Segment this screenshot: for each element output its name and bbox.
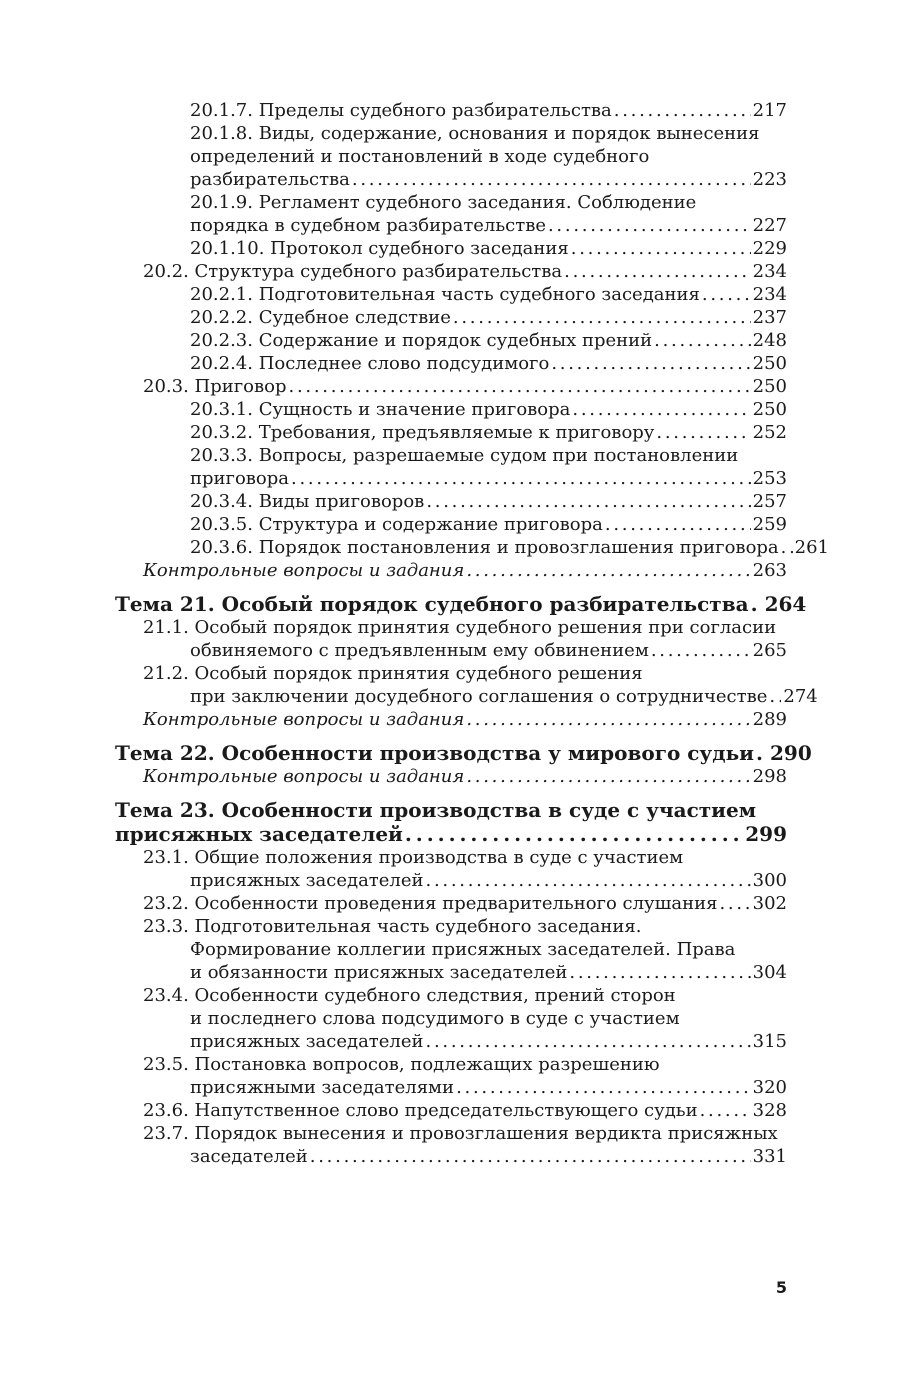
toc-entry-title: 20.3.5. Структура и содержание приговора bbox=[190, 514, 603, 535]
toc-page-number: 302 bbox=[752, 893, 787, 914]
toc-entry-title: 20.2.4. Последнее слово подсудимого bbox=[190, 353, 550, 374]
toc-page-number: 261 bbox=[794, 537, 830, 558]
toc-entry-23-5 bbox=[115, 1053, 787, 1099]
leader-dots bbox=[456, 1076, 751, 1099]
toc-entry-20-3 bbox=[115, 375, 787, 398]
toc-entry-title: 20.2.3. Содержание и порядок судебных прений bbox=[190, 330, 653, 351]
toc-entry-title: 20.3.3. Вопросы, разрешаемые судом при постановлении bbox=[190, 445, 739, 466]
toc-entry-title-cont: приговора bbox=[190, 468, 290, 489]
toc-entry-title-cont: обвиняемого с предъявленным ему обвинением bbox=[190, 640, 649, 661]
toc-entry-23-3 bbox=[115, 915, 787, 984]
toc-entry-title: 23.2. Особенности проведения предварительного слушания bbox=[143, 893, 718, 914]
leader-dots bbox=[551, 352, 750, 375]
toc-entry-title-cont: присяжных заседателей bbox=[190, 1031, 424, 1052]
toc-entry-title: 20.3. Приговор bbox=[143, 376, 287, 397]
toc-page-number: 234 bbox=[752, 261, 787, 282]
toc-page-number: 264 bbox=[764, 592, 807, 616]
toc-entry-title: Контрольные вопросы и задания bbox=[143, 709, 465, 730]
toc-entry-20-2-3 bbox=[115, 329, 787, 352]
toc-entry-23-2 bbox=[115, 892, 787, 915]
toc-page-number: 229 bbox=[752, 238, 787, 259]
toc-topic-22 bbox=[115, 741, 812, 765]
toc-page-number: 257 bbox=[752, 491, 787, 512]
toc-entry-20-2-2 bbox=[115, 306, 787, 329]
toc-entry-title-cont: присяжных заседателей bbox=[190, 870, 424, 891]
toc-page-number: 259 bbox=[752, 514, 787, 535]
toc-entry-20-3-6 bbox=[115, 536, 830, 559]
toc-entry-20-2-4 bbox=[115, 352, 787, 375]
toc-entry-title: 20.2.1. Подготовительная часть судебного заседания bbox=[190, 284, 700, 305]
toc-entry-title-cont: разбирательства bbox=[190, 169, 350, 190]
leader-dots bbox=[352, 168, 751, 191]
leader-dots bbox=[756, 741, 768, 765]
toc-page-number: 250 bbox=[752, 376, 787, 397]
toc-topic-23 bbox=[115, 798, 787, 846]
toc-page-number: 298 bbox=[752, 766, 787, 787]
toc-page-number: 217 bbox=[752, 100, 787, 121]
toc-topic-21 bbox=[115, 592, 807, 616]
toc-entry-20-3-5 bbox=[115, 513, 787, 536]
leader-dots bbox=[564, 260, 751, 283]
toc-page-number: 274 bbox=[783, 686, 818, 707]
toc-entry-21-1 bbox=[115, 616, 787, 662]
toc-entry-title: 20.3.6. Порядок постановления и провозглашения приговора bbox=[190, 537, 779, 558]
toc-entry-23-1 bbox=[115, 846, 787, 892]
toc-entry-20-3-2 bbox=[115, 421, 787, 444]
toc-page-number: 248 bbox=[752, 330, 787, 351]
toc-entry-20-2 bbox=[115, 260, 787, 283]
toc-entry-title: 20.1.10. Протокол судебного заседания bbox=[190, 238, 569, 259]
toc-page-number: 289 bbox=[752, 709, 787, 730]
toc-entry-20-1-9 bbox=[115, 191, 787, 237]
toc-entry-20-1-8 bbox=[115, 122, 787, 191]
toc-topic-title-cont: присяжных заседателей bbox=[115, 822, 403, 846]
toc-entry-title: 20.1.9. Регламент судебного заседания. Соблюдение bbox=[190, 192, 697, 213]
toc-entry-title: 20.3.2. Требования, предъявляемые к приговору bbox=[190, 422, 655, 443]
leader-dots bbox=[719, 892, 750, 915]
leader-dots bbox=[751, 592, 763, 616]
table-of-contents bbox=[115, 99, 830, 1168]
toc-entry-title: 21.2. Особый порядок принятия судебного решения bbox=[143, 663, 643, 684]
toc-entry-title-cont: при заключении досудебного соглашения о сотрудничестве bbox=[190, 686, 768, 707]
toc-page-number: 304 bbox=[752, 962, 787, 983]
toc-page-number: 290 bbox=[769, 741, 812, 765]
leader-dots bbox=[702, 283, 751, 306]
toc-page-number: 253 bbox=[752, 468, 787, 489]
toc-page-number: 250 bbox=[752, 399, 787, 420]
toc-entry-questions-20 bbox=[115, 559, 787, 582]
toc-page-number: 252 bbox=[752, 422, 787, 443]
toc-entry-title: 23.5. Постановка вопросов, подлежащих разрешению bbox=[143, 1054, 660, 1075]
toc-entry-title: 23.6. Напутственное слово председательствующего судьи bbox=[143, 1100, 698, 1121]
toc-page-number: 300 bbox=[752, 870, 787, 891]
toc-entry-questions-21 bbox=[115, 708, 787, 731]
toc-entry-title-cont: и обязанности присяжных заседателей bbox=[190, 962, 568, 983]
toc-entry-20-3-4 bbox=[115, 490, 787, 513]
toc-entry-title-cont: присяжными заседателями bbox=[190, 1077, 455, 1098]
toc-page-number: 250 bbox=[752, 353, 787, 374]
leader-dots bbox=[656, 421, 750, 444]
leader-dots bbox=[572, 398, 750, 421]
toc-entry-20-1-10 bbox=[115, 237, 787, 260]
toc-page-number: 315 bbox=[752, 1031, 787, 1052]
leader-dots bbox=[654, 329, 750, 352]
page-number: 5 bbox=[775, 1278, 787, 1297]
toc-entry-title-cont: заседателей bbox=[190, 1146, 308, 1167]
toc-entry-title: 20.3.1. Сущность и значение приговора bbox=[190, 399, 571, 420]
toc-entry-questions-22 bbox=[115, 765, 787, 788]
leader-dots bbox=[310, 1145, 751, 1168]
toc-entry-title: 23.1. Общие положения производства в суде с участием bbox=[143, 847, 684, 868]
leader-dots bbox=[426, 490, 750, 513]
toc-entry-title-cont: определений и постановлений в ходе судебного bbox=[190, 146, 650, 167]
toc-topic-title: Тема 21. Особый порядок судебного разбирательства bbox=[115, 592, 749, 616]
toc-page-number: 263 bbox=[752, 560, 787, 581]
toc-page-number: 331 bbox=[752, 1146, 787, 1167]
toc-page-number: 223 bbox=[752, 169, 787, 190]
toc-entry-23-6 bbox=[115, 1099, 787, 1122]
leader-dots bbox=[571, 237, 751, 260]
leader-dots bbox=[426, 869, 751, 892]
leader-dots bbox=[700, 1099, 751, 1122]
toc-entry-title: Контрольные вопросы и задания bbox=[143, 560, 465, 581]
toc-entry-title: 21.1. Особый порядок принятия судебного решения при согласии bbox=[143, 617, 777, 638]
toc-entry-title-cont: порядка в судебном разбирательстве bbox=[190, 215, 546, 236]
leader-dots bbox=[466, 765, 750, 788]
toc-entry-title: 20.1.7. Пределы судебного разбирательства bbox=[190, 100, 612, 121]
leader-dots bbox=[651, 639, 751, 662]
toc-entry-23-4 bbox=[115, 984, 787, 1053]
toc-entry-20-2-1 bbox=[115, 283, 787, 306]
toc-entry-title: 23.7. Порядок вынесения и провозглашения вердикта присяжных bbox=[143, 1123, 778, 1144]
toc-page-number: 265 bbox=[752, 640, 787, 661]
toc-entry-title: 20.3.4. Виды приговоров bbox=[190, 491, 425, 512]
toc-entry-title-cont: и последнего слова подсудимого в суде с участием bbox=[190, 1008, 680, 1029]
leader-dots bbox=[548, 214, 751, 237]
leader-dots bbox=[466, 708, 750, 731]
toc-entry-20-3-1 bbox=[115, 398, 787, 421]
leader-dots bbox=[569, 961, 750, 984]
toc-entry-title: 23.3. Подготовительная часть судебного заседания. bbox=[143, 916, 642, 937]
toc-entry-20-3-3 bbox=[115, 444, 787, 490]
leader-dots bbox=[769, 685, 781, 708]
toc-entry-20-1-7 bbox=[115, 99, 787, 122]
toc-entry-title: Контрольные вопросы и задания bbox=[143, 766, 465, 787]
toc-page-number: 328 bbox=[752, 1100, 787, 1121]
toc-entry-title-cont: Формирование коллегии присяжных заседателей. Права bbox=[190, 939, 736, 960]
leader-dots bbox=[781, 536, 793, 559]
toc-page-number: 299 bbox=[745, 822, 787, 846]
leader-dots bbox=[291, 467, 751, 490]
toc-topic-title: Тема 22. Особенности производства у мирового судьи bbox=[115, 741, 754, 765]
leader-dots bbox=[289, 375, 751, 398]
toc-page-number: 237 bbox=[752, 307, 787, 328]
toc-entry-title: 23.4. Особенности судебного следствия, прений сторон bbox=[143, 985, 676, 1006]
toc-topic-title: Тема 23. Особенности производства в суде с участием bbox=[115, 798, 757, 822]
toc-entry-title: 20.1.8. Виды, содержание, основания и порядок вынесения bbox=[190, 123, 760, 144]
leader-dots bbox=[426, 1030, 751, 1053]
toc-entry-title: 20.2. Структура судебного разбирательства bbox=[143, 261, 563, 282]
toc-entry-21-2 bbox=[115, 662, 818, 708]
leader-dots bbox=[453, 306, 751, 329]
leader-dots bbox=[405, 822, 743, 846]
toc-entry-title: 20.2.2. Судебное следствие bbox=[190, 307, 451, 328]
leader-dots bbox=[466, 559, 750, 582]
toc-page-number: 234 bbox=[752, 284, 787, 305]
toc-page-number: 320 bbox=[752, 1077, 787, 1098]
toc-page-number: 227 bbox=[752, 215, 787, 236]
leader-dots bbox=[614, 99, 751, 122]
leader-dots bbox=[605, 513, 751, 536]
toc-entry-23-7 bbox=[115, 1122, 787, 1168]
